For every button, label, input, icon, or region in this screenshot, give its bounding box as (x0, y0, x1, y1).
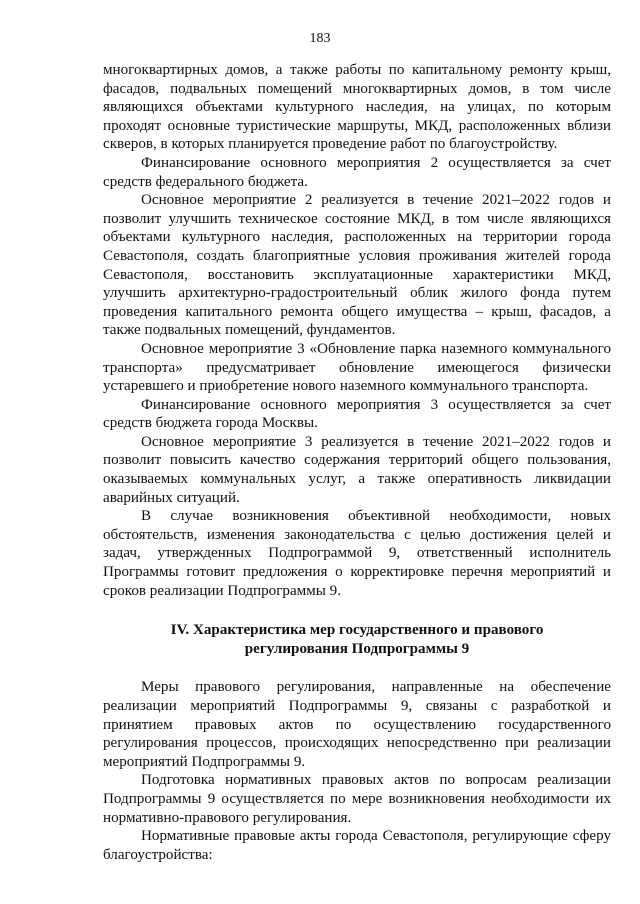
paragraph: Финансирование основного мероприятия 2 осуществляется за счет средств федерального бюджета. (103, 154, 611, 190)
paragraph: Нормативные правовые акты города Севастополя, регулирующие сферу благоустройства: (103, 828, 611, 863)
paragraph: Основное мероприятие 2 реализуется в течение 2021–2022 годов и позволит улучшить техническое состояние МКД, в том числе являющихся объектами культурного наследия, расположенных на территории города Севастополя, создать благоприятные условия проживания жителей города Севастополя, восстановить эксплуатационные характеристики МКД, улучшить архитектурно-градостроительный облик жилого фонда путем проведения капитального ремонта общего имущества – крыш, фасадов, а также подвальных помещений, фундаментов. (103, 192, 611, 339)
paragraph: Подготовка нормативных правовых актов по вопросам реализации Подпрограммы 9 осуществляется по мере возникновения необходимости их нормативно-правового регулирования. (103, 772, 611, 826)
section-heading: IV. Характеристика мер государственного и правового регулирования Подпрограммы 9 (170, 622, 544, 657)
paragraph: Основное мероприятие 3 реализуется в течение 2021–2022 годов и позволит повысить качество содержания территорий общего пользования, оказываемых коммунальных услуг, а также оперативность ликвидации аварийных ситуаций. (103, 433, 611, 506)
page-number: 183 (309, 31, 331, 46)
paragraph: Меры правового регулирования, направленные на обеспечение реализации мероприятий Подпрограммы 9, связаны с разработкой и принятием правовых актов по осуществлению государственного регулирования процессов, происходящих непосредственно при реализации мероприятий Подпрограммы 9. (103, 679, 611, 770)
paragraph: Основное мероприятие 3 «Обновление парка наземного коммунального транспорта» предусматривает обновление имеющегося физически устаревшего и приобретение нового наземного коммунального транспорта. (103, 340, 611, 395)
paragraph: Финансирование основного мероприятия 3 осуществляется за счет средств бюджета города Москвы. (103, 396, 611, 432)
document-body (103, 61, 611, 864)
paragraph-continuation: многоквартирных домов, а также работы по капитальному ремонту крыш, фасадов, подвальных помещений многоквартирных домов, в том числе являющихся объектами культурного наследия, на улицах, по которым проходят основные туристические маршруты, МКД, расположенных вблизи скверов, в которых планируется проведение работ по благоустройству. (103, 62, 611, 153)
paragraph: В случае возникновения объективной необходимости, новых обстоятельств, изменения законодательства с целью достижения целей и задач, утвержденных Подпрограммой 9, ответственный исполнитель Программы готовит предложения о корректировке перечня мероприятий и сроков реализации Подпрограммы 9. (103, 508, 611, 599)
